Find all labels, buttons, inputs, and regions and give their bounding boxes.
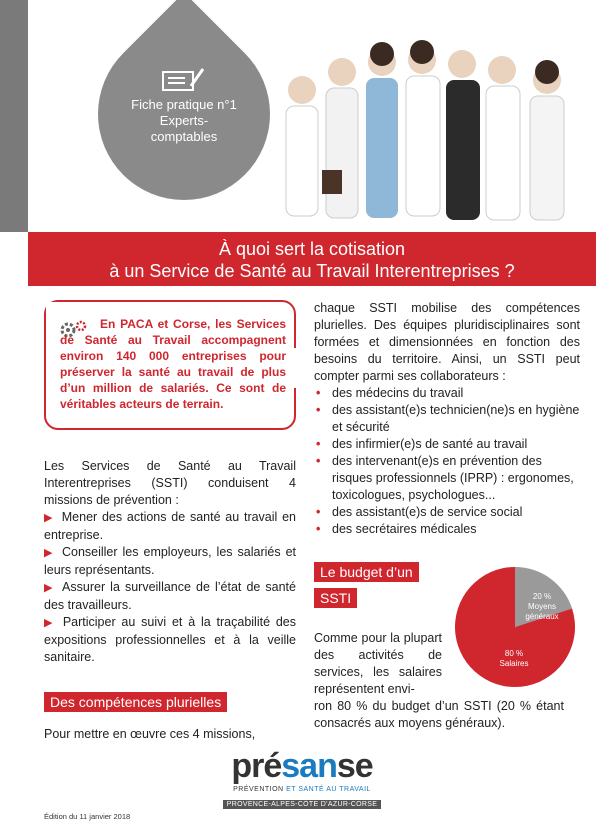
triangle-bullet-icon: ▶ (44, 617, 55, 629)
title-line1: À quoi sert la cotisation (218, 239, 406, 259)
list-item: ▶ Mener des actions de santé au travail en entreprise. (44, 510, 296, 542)
title-line2: à un Service de Santé au Travail Interentreprises ? (109, 261, 515, 281)
missions-list (44, 509, 296, 666)
pie-label-moyens-line2: généraux (525, 612, 559, 621)
list-item: ▶ Conseiller les employeurs, les salariés et leurs représentants. (44, 545, 296, 577)
pie-label-moyens-pct: 20 % (532, 592, 552, 601)
list-item: • des assistant(e)s technicien(ne)s en hygiène et sécurité (316, 403, 580, 434)
dot-bullet-icon: • (316, 403, 321, 417)
list-item: • des médecins du travail (316, 386, 464, 400)
section1-text: Pour mettre en œuvre ces 4 missions, (44, 727, 256, 741)
budget-text-1: Comme pour la plupart des activités de services, les salaires représentent envi- (314, 631, 442, 696)
title-band (28, 232, 596, 286)
list-item: • des secrétaires médicales (316, 522, 477, 536)
healthcare-team-photo (262, 20, 580, 230)
highlight-box (44, 300, 296, 430)
presanse-logo: présanse PRÉVENTION ET SANTÉ AU TRAVAIL PROVENCE-ALPES-CÔTE D’AZUR-CORSE (222, 748, 382, 811)
budget-pie-chart (450, 562, 580, 692)
budget-block (314, 538, 580, 768)
dot-bullet-icon: • (316, 386, 321, 400)
list-item: • des intervenant(e)s en prévention des risques professionnels (IPRP) : ergonomes, toxicologues, psychologues... (316, 454, 574, 502)
triangle-bullet-icon: ▶ (44, 512, 54, 524)
left-column (44, 300, 296, 743)
edition-date: Édition du 11 janvier 2018 (44, 812, 131, 821)
badge-line1: Fiche pratique n°1 (131, 97, 237, 112)
pie-label-salaires-pct: 80 % (504, 649, 524, 658)
list-item: ▶ Participer au suivi et à la traçabilité des expositions professionnelles et à la veille sanitaire. (44, 615, 296, 664)
document-pen-icon (161, 66, 207, 97)
list-item: ▶ Assurer la surveillance de l’état de santé des travailleurs. (44, 580, 296, 612)
intro-text: Les Services de Santé au Travail Interentreprises (SSTI) conduisent 4 missions de prévention : (44, 459, 296, 507)
section-heading-budget-line2: SSTI (314, 588, 357, 608)
left-grey-bar (0, 0, 28, 232)
right-intro-text: chaque SSTI mobilise des compétences plurielles. Des équipes pluridisciplinaires sont formées et dimensionnées en fonction des besoins du territoire. Ainsi, un SSTI peut compter parmi ses collaborateurs : (314, 301, 580, 383)
dot-bullet-icon: • (316, 454, 321, 468)
highlight-text: En PACA et Corse, les Services de Santé au Travail accompagnent environ 140 000 entreprises pour préserver la santé au travail de plus d’un million de salariés. Ce sont de véritables acteurs de terrain. (60, 317, 286, 411)
triangle-bullet-icon: ▶ (44, 547, 54, 559)
triangle-bullet-icon: ▶ (44, 582, 55, 594)
section-heading-budget-line1: Le budget d’un (314, 562, 419, 582)
dot-bullet-icon: • (316, 505, 321, 519)
pie-label-salaires: Salaires (499, 659, 529, 668)
right-column (314, 300, 580, 768)
collaborators-list (314, 385, 580, 538)
badge-line2: Experts- (159, 113, 209, 128)
badge-line3: comptables (150, 129, 218, 144)
fiche-badge (98, 60, 270, 170)
dot-bullet-icon: • (316, 522, 321, 536)
dot-bullet-icon: • (316, 437, 321, 451)
budget-text-2: ron 80 % du budget d’un SSTI (20 % étant consacrés aux moyens généraux). (314, 699, 564, 730)
list-item: • des assistant(e)s de service social (316, 505, 523, 519)
list-item: • des infirmier(e)s de santé au travail (316, 437, 528, 451)
pie-label-moyens: Moyens (527, 602, 557, 611)
section-heading-competences: Des compétences plurielles (44, 692, 227, 712)
